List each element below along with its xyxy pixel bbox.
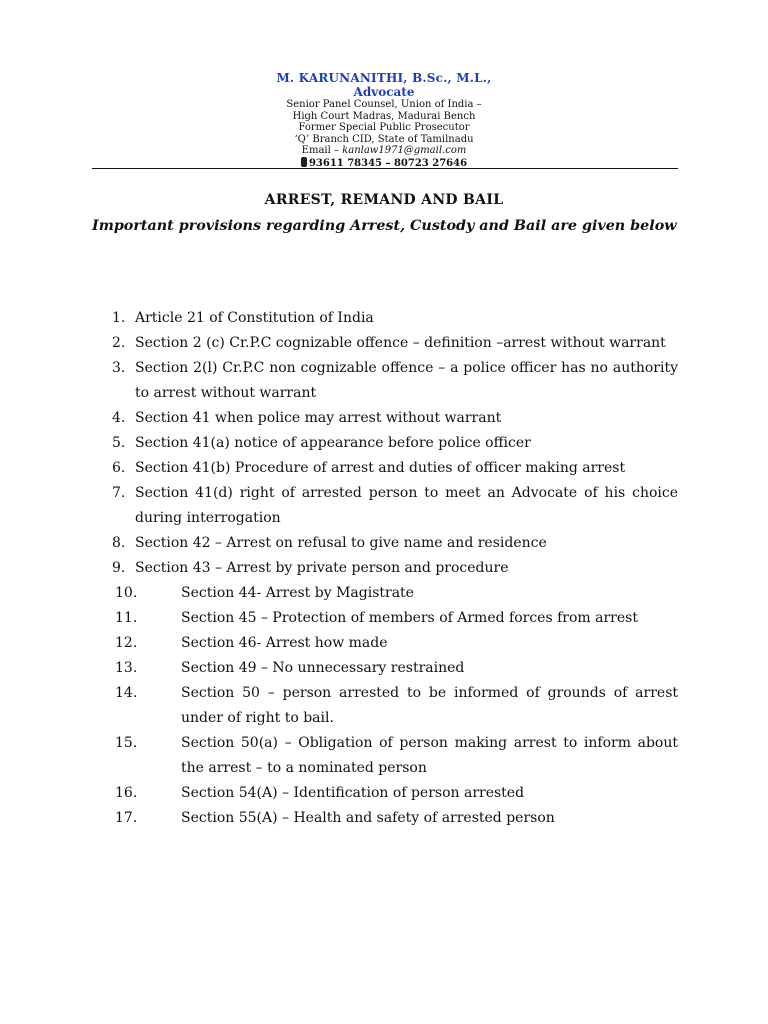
list-item-number: 3. xyxy=(112,360,126,376)
list-item xyxy=(0,606,768,631)
list-item xyxy=(0,656,768,681)
email-label: Email – xyxy=(301,145,343,157)
list-item-number: 12. xyxy=(115,635,138,651)
phone-icon xyxy=(301,157,307,167)
list-item-number: 9. xyxy=(112,560,126,576)
list-item xyxy=(0,456,768,481)
phone-numbers: 93611 78345 – 80723 27646 xyxy=(308,157,468,169)
list-item xyxy=(0,531,768,556)
list-item-number: 6. xyxy=(112,460,126,476)
list-item-number: 17. xyxy=(115,810,138,826)
list-item xyxy=(0,581,768,606)
list-item-number: 2. xyxy=(112,335,126,351)
list-item-number: 15. xyxy=(115,735,138,751)
letterhead-line-2: High Court Madras, Madurai Bench xyxy=(292,110,476,122)
advocate-title: Advocate xyxy=(353,85,415,99)
list-item xyxy=(0,481,768,531)
list-item-text: Section 2(l) Cr.P.C non cognizable offence – a police officer has no authority to arrest without warrant xyxy=(135,360,678,401)
list-item-text: Section 49 – No unnecessary restrained xyxy=(181,660,465,676)
list-item xyxy=(0,356,768,406)
provisions-list xyxy=(0,306,768,831)
advocate-name: M. KARUNANITHI, B.Sc., M.L., xyxy=(276,71,492,85)
list-item xyxy=(0,631,768,656)
list-item-number: 5. xyxy=(112,435,126,451)
letterhead-divider xyxy=(92,168,678,169)
letterhead xyxy=(0,71,768,170)
list-item-text: Section 50(a) – Obligation of person making arrest to inform about the arrest – to a nominated person xyxy=(181,735,678,776)
list-item xyxy=(0,681,768,731)
list-item-text: Section 41(d) right of arrested person to meet an Advocate of his choice during interrogation xyxy=(135,485,678,526)
document-heading: ARREST, REMAND AND BAIL xyxy=(264,192,504,208)
list-item-text: Section 41 when police may arrest without warrant xyxy=(135,410,502,426)
list-item-number: 13. xyxy=(115,660,138,676)
list-item xyxy=(0,731,768,781)
list-item-text: Section 46- Arrest how made xyxy=(181,635,388,651)
list-item-number: 4. xyxy=(112,410,126,426)
list-item-text: Section 54(A) – Identification of person arrested xyxy=(181,785,525,801)
list-item xyxy=(0,406,768,431)
list-item-text: Section 45 – Protection of members of Armed forces from arrest xyxy=(181,610,638,626)
list-item xyxy=(0,556,768,581)
letterhead-line-3: Former Special Public Prosecutor xyxy=(298,122,470,134)
letterhead-line-4: ‘Q’ Branch CID, State of Tamilnadu xyxy=(294,133,474,145)
list-item-number: 10. xyxy=(115,585,138,601)
list-item-text: Section 50 – person arrested to be informed of grounds of arrest under of right to bail. xyxy=(181,685,678,726)
list-item-text: Section 44- Arrest by Magistrate xyxy=(181,585,414,601)
intro-text: Important provisions regarding Arrest, Custody and Bail are given below xyxy=(92,218,677,234)
list-item xyxy=(0,781,768,806)
list-item-number: 7. xyxy=(112,485,126,501)
list-item-number: 11. xyxy=(115,610,138,626)
list-item-number: 8. xyxy=(112,535,126,551)
list-item-number: 14. xyxy=(115,685,138,701)
list-item-text: Section 2 (c) Cr.P.C cognizable offence – definition –arrest without warrant xyxy=(135,335,666,351)
letterhead-line-1: Senior Panel Counsel, Union of India – xyxy=(286,99,482,110)
list-item-text: Section 55(A) – Health and safety of arrested person xyxy=(181,810,555,826)
list-item xyxy=(0,806,768,831)
email-address: kanlaw1971@gmail.com xyxy=(342,145,467,157)
list-item xyxy=(0,431,768,456)
list-item-number: 1. xyxy=(112,310,126,326)
list-item-text: Section 41(a) notice of appearance before police officer xyxy=(135,435,531,451)
letterhead-email xyxy=(0,145,768,157)
list-item-text: Section 41(b) Procedure of arrest and duties of officer making arrest xyxy=(135,460,626,476)
list-item-number: 16. xyxy=(115,785,138,801)
list-item xyxy=(0,331,768,356)
list-item xyxy=(0,306,768,331)
list-item-text: Section 43 – Arrest by private person and procedure xyxy=(135,560,509,576)
list-item-text: Article 21 of Constitution of India xyxy=(135,310,374,326)
list-item-text: Section 42 – Arrest on refusal to give name and residence xyxy=(135,535,547,551)
